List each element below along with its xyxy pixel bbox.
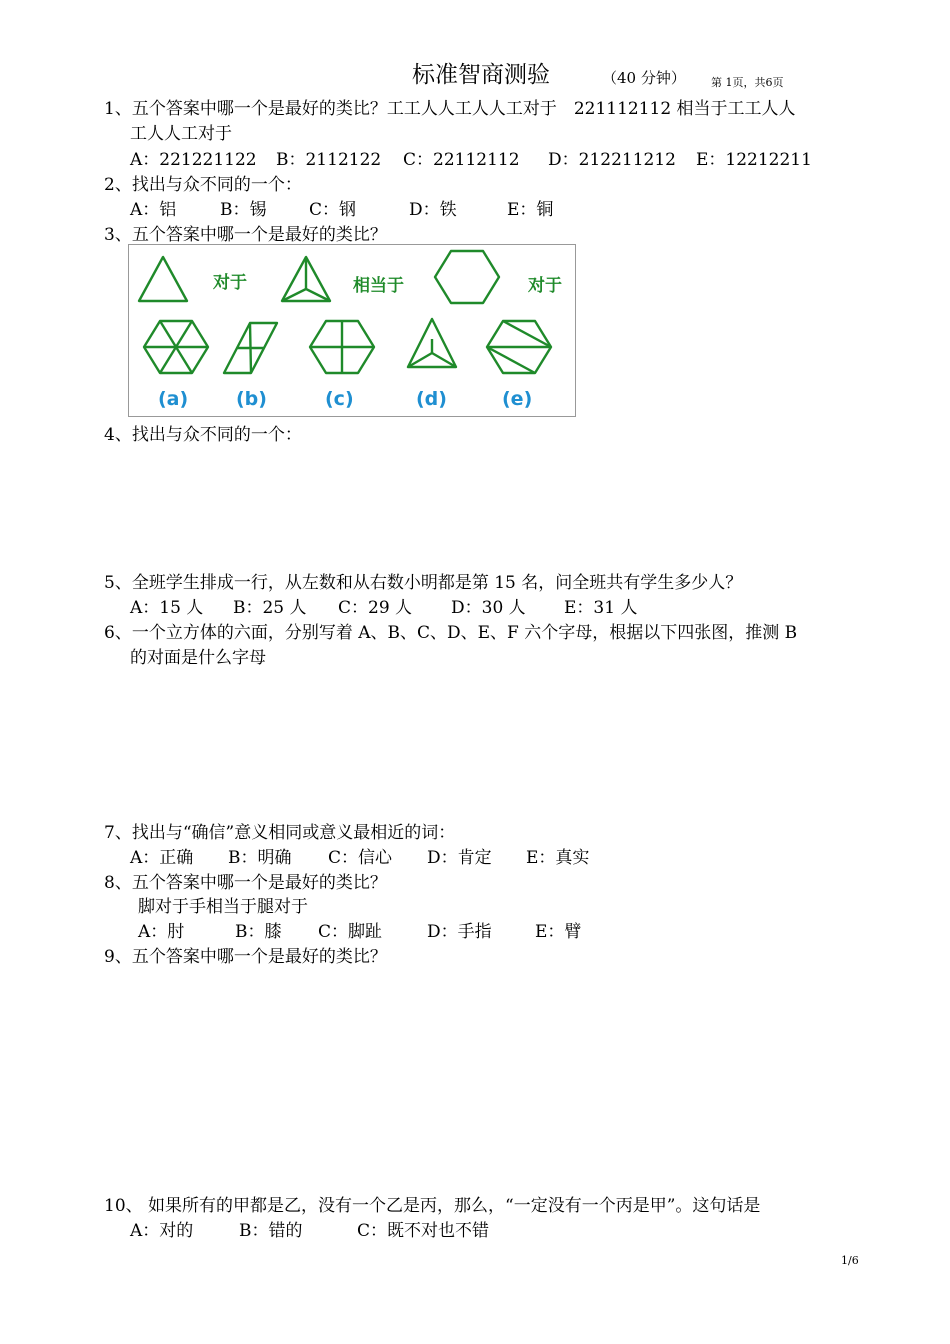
q9-text: 9、五个答案中哪一个是最好的类比？ (104, 947, 387, 967)
page-info: 第 1页，共6页 (711, 76, 784, 89)
q10-option-a: A：对的 (130, 1221, 194, 1241)
q2-option-b: B：锡 (220, 200, 267, 220)
choice-d-label: (d) (416, 388, 447, 410)
word-duiyu-2: 对于 (528, 276, 562, 296)
choice-d-shape (408, 319, 456, 367)
q2-option-e: E：铜 (507, 200, 554, 220)
q8-text: 8、五个答案中哪一个是最好的类比？ (104, 873, 387, 893)
q2-text: 2、找出与众不同的一个： (104, 175, 302, 195)
q1-option-d: D：212211212 (548, 150, 676, 170)
q5-option-c: C：29 人 (338, 598, 413, 618)
q1-text-line2: 工人人工对于 (130, 124, 232, 144)
q1-option-e: E：12212211 (696, 150, 812, 170)
q10-option-b: B：错的 (239, 1221, 303, 1241)
q10-text: 10、 如果所有的甲都是乙，没有一个乙是丙，那么，“一定没有一个丙是甲”。这句话是 (104, 1196, 761, 1216)
q2-options (130, 195, 630, 219)
q8-option-e: E：臂 (535, 922, 582, 942)
choice-e-label: (e) (502, 388, 533, 410)
choice-a-shape (144, 321, 208, 373)
q10-option-c: C：既不对也不错 (357, 1221, 490, 1241)
q4-text: 4、找出与众不同的一个： (104, 425, 302, 445)
choice-e-shape (487, 321, 551, 373)
choice-c-label: (c) (325, 388, 354, 410)
shape-hexagon (435, 251, 499, 303)
q8-option-a: A：肘 (138, 922, 185, 942)
q2-option-c: C：钢 (309, 200, 357, 220)
q5-option-a: A：15 人 (130, 598, 204, 618)
page-number: 1/6 (841, 1254, 859, 1267)
q1-options (130, 145, 830, 169)
q3-text: 3、五个答案中哪一个是最好的类比？ (104, 225, 387, 245)
q1-option-b: B：2112122 (276, 150, 382, 170)
q5-options (130, 593, 650, 617)
choice-a-label: (a) (158, 388, 189, 410)
duration-note: （40 分钟） (602, 69, 686, 87)
q7-options (130, 843, 630, 867)
choice-b-label: (b) (236, 388, 267, 410)
q1-option-c: C：22112112 (403, 150, 520, 170)
q6-text-line2: 的对面是什么字母 (130, 648, 266, 668)
q7-option-d: D：肯定 (427, 848, 492, 868)
q8-option-c: C：脚趾 (318, 922, 383, 942)
q2-option-d: D：铁 (409, 200, 457, 220)
choice-b-shape (224, 323, 277, 373)
q5-text: 5、全班学生排成一行，从左数和从右数小明都是第 15 名，问全班共有学生多少人？ (104, 573, 743, 593)
q7-option-a: A：正确 (130, 848, 194, 868)
q7-option-b: B：明确 (228, 848, 292, 868)
q1-option-a: A：221221122 (130, 150, 257, 170)
word-xiangdangyu: 相当于 (353, 276, 404, 296)
q7-text: 7、找出与“确信”意义相同或意义最相近的词： (104, 823, 456, 843)
q1-text-line1: 1、五个答案中哪一个是最好的类比？工工人人工人人工对于 221112112 相当于工工人人 (104, 99, 796, 119)
page-title: 标准智商测验 (412, 62, 550, 88)
word-duiyu-1: 对于 (213, 273, 247, 293)
q8-option-b: B：膝 (235, 922, 282, 942)
shape-triangle (139, 257, 187, 301)
q8-subtext: 脚对于手相当于腿对于 (138, 897, 308, 917)
q8-option-d: D：手指 (427, 922, 492, 942)
q6-text-line1: 6、一个立方体的六面，分别写着 A、B、C、D、E、F 六个字母，根据以下四张图，推测 B (104, 623, 798, 643)
q3-figure (128, 244, 576, 417)
shape-triangle-divided (282, 257, 330, 301)
q7-option-e: E：真实 (526, 848, 590, 868)
q8-options (138, 917, 638, 941)
q5-option-d: D：30 人 (451, 598, 526, 618)
q7-option-c: C：信心 (328, 848, 393, 868)
q5-option-e: E：31 人 (564, 598, 638, 618)
q10-options (130, 1216, 550, 1240)
q2-option-a: A：铝 (130, 200, 177, 220)
q3-figure-svg (129, 245, 577, 418)
choice-c-shape (310, 321, 374, 373)
q5-option-b: B：25 人 (233, 598, 307, 618)
